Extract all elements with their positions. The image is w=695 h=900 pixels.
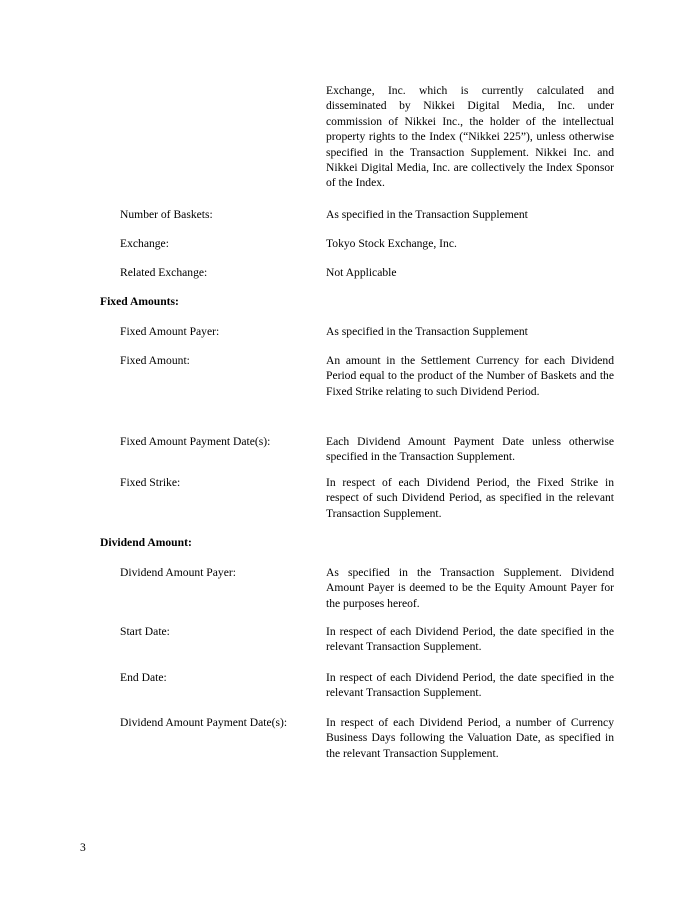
term-label-fixed-amount: Fixed Amount: bbox=[120, 354, 190, 367]
term-row-dividend-amount-payment-dates bbox=[120, 715, 614, 761]
term-label-fixed-amount-payment-dates: Fixed Amount Payment Date(s): bbox=[120, 435, 271, 448]
term-row-fixed-amount bbox=[120, 353, 614, 399]
term-value-fixed-amount-payment-dates: Each Dividend Amount Payment Date unless otherwise specified in the Transaction Supplement. bbox=[326, 435, 614, 464]
term-row-number-of-baskets bbox=[120, 207, 614, 222]
lead-paragraph: Exchange, Inc. which is currently calculated and disseminated by Nikkei Digital Media, Inc. under commission of Nikkei Inc., the holder of the intellectual property rights to the Index (“Nikkei 225”), unless otherwise specified in the Transaction Supplement. Nikkei Inc. and Nikkei Digital Media, Inc. are collectively the Index Sponsor of the Index. bbox=[326, 84, 614, 190]
term-value-start-date: In respect of each Dividend Period, the date specified in the relevant Transaction Supplement. bbox=[326, 625, 614, 654]
page-number: 3 bbox=[80, 841, 86, 854]
term-label-end-date: End Date: bbox=[120, 671, 167, 684]
term-row-start-date bbox=[120, 624, 614, 655]
term-label-start-date: Start Date: bbox=[120, 625, 170, 638]
term-row-fixed-strike bbox=[120, 475, 614, 521]
term-label-fixed-amount-payer: Fixed Amount Payer: bbox=[120, 325, 220, 338]
term-row-end-date bbox=[120, 670, 614, 701]
term-value-fixed-strike: In respect of each Dividend Period, the Fixed Strike in respect of such Dividend Period, as specified in the relevant Transaction Supplement. bbox=[326, 476, 614, 520]
term-value-number-of-baskets: As specified in the Transaction Supplement bbox=[326, 208, 528, 221]
section-heading-fixed-amounts: Fixed Amounts: bbox=[100, 295, 179, 308]
term-label-exchange: Exchange: bbox=[120, 237, 169, 250]
term-row-exchange bbox=[120, 236, 614, 251]
term-value-fixed-amount: An amount in the Settlement Currency for each Dividend Period equal to the product of the Number of Baskets and the Fixed Strike relating to such Dividend Period. bbox=[326, 354, 614, 398]
term-value-dividend-amount-payment-dates: In respect of each Dividend Period, a number of Currency Business Days following the Valuation Date, as specified in the relevant Transaction Supplement. bbox=[326, 716, 614, 760]
term-row-fixed-amount-payer bbox=[120, 324, 614, 339]
term-row-dividend-amount-payer bbox=[120, 565, 614, 611]
term-value-related-exchange: Not Applicable bbox=[326, 266, 397, 279]
term-row-fixed-amount-payment-dates bbox=[120, 434, 614, 465]
term-label-number-of-baskets: Number of Baskets: bbox=[120, 208, 213, 221]
term-value-exchange: Tokyo Stock Exchange, Inc. bbox=[326, 237, 457, 250]
term-label-related-exchange: Related Exchange: bbox=[120, 266, 208, 279]
section-heading-dividend-amount: Dividend Amount: bbox=[100, 536, 192, 549]
term-label-fixed-strike: Fixed Strike: bbox=[120, 476, 181, 489]
term-value-end-date: In respect of each Dividend Period, the date specified in the relevant Transaction Supplement. bbox=[326, 671, 614, 700]
term-row-related-exchange bbox=[120, 265, 614, 280]
term-label-dividend-amount-payer: Dividend Amount Payer: bbox=[120, 566, 236, 579]
term-value-dividend-amount-payer: As specified in the Transaction Supplement. Dividend Amount Payer is deemed to be the Equity Amount Payer for the purposes hereof. bbox=[326, 566, 614, 610]
term-value-fixed-amount-payer: As specified in the Transaction Supplement bbox=[326, 325, 528, 338]
term-label-dividend-amount-payment-dates: Dividend Amount Payment Date(s): bbox=[120, 716, 288, 729]
